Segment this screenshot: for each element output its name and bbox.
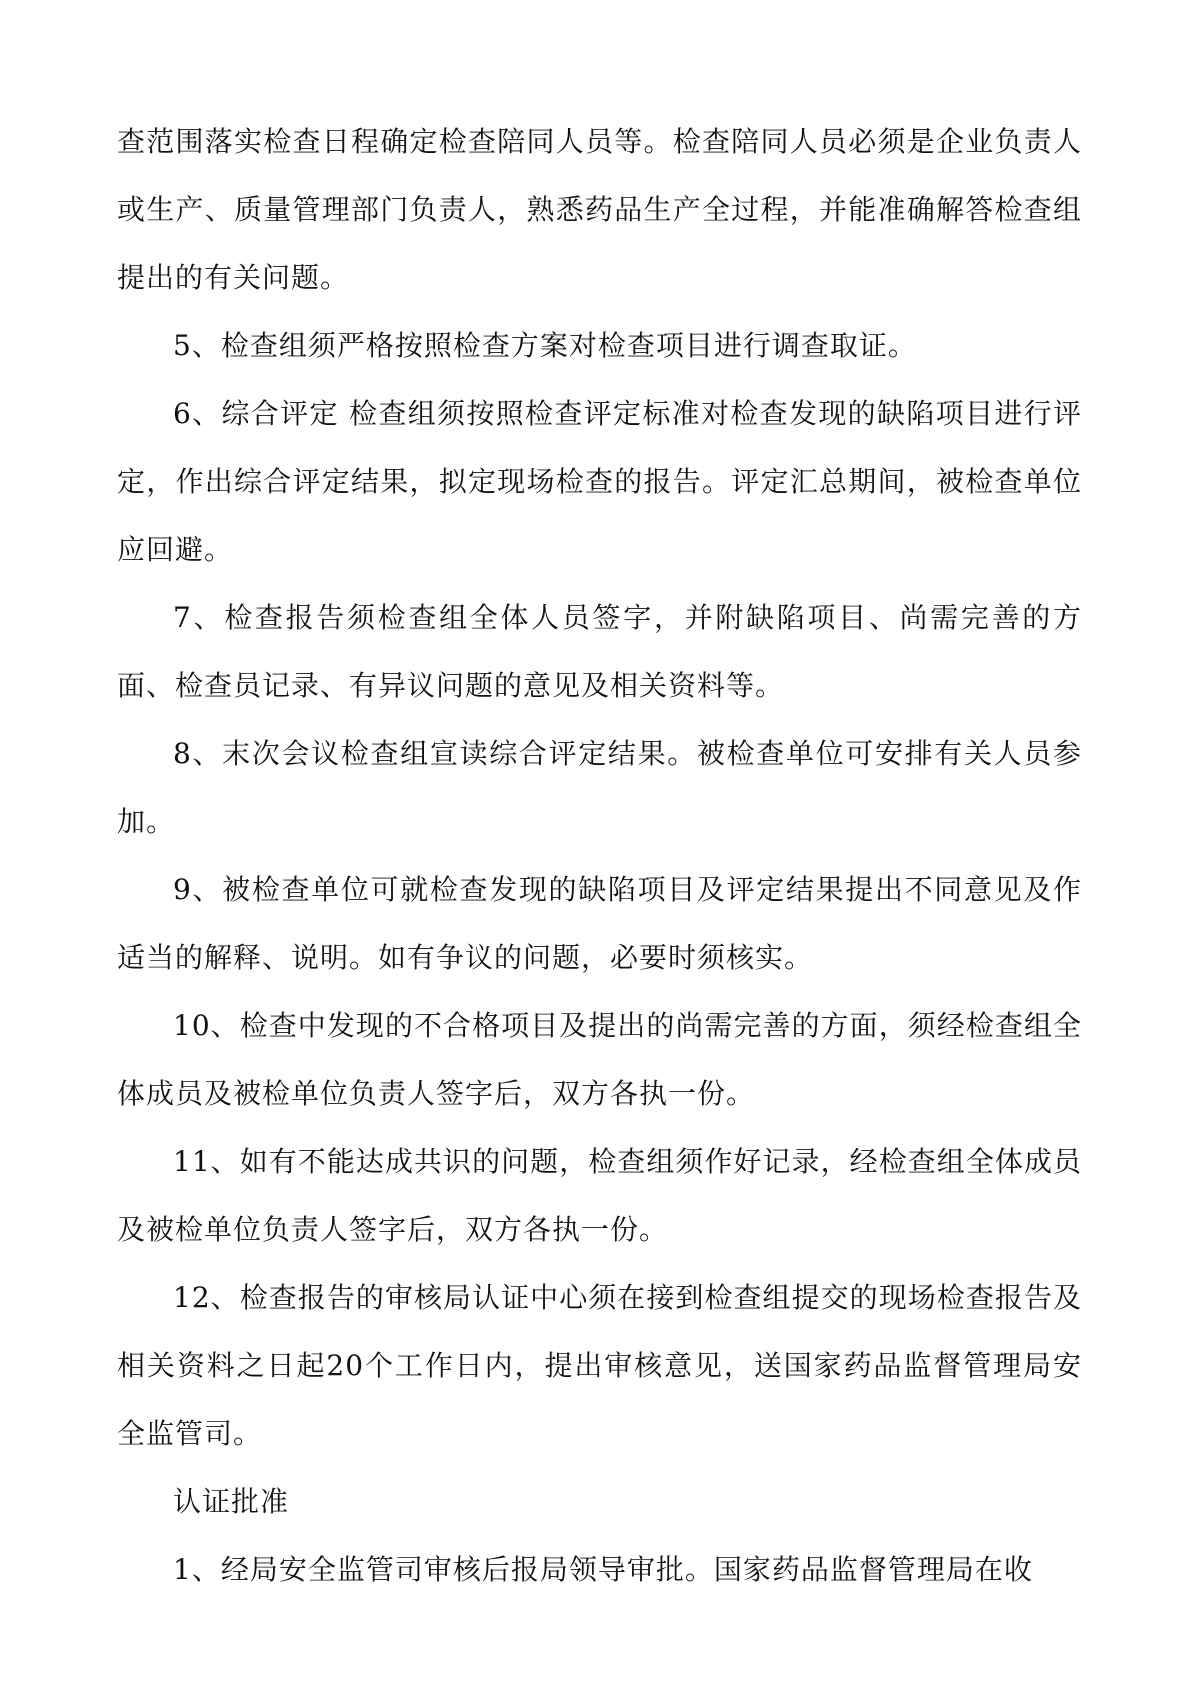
paragraph-approval-item-1: 1、经局安全监管司审核后报局领导审批。国家药品监督管理局在收 <box>173 1553 1033 1586</box>
paragraph-item-5: 5、检查组须严格按照检查方案对检查项目进行调查取证。 <box>173 329 917 362</box>
paragraph-item-9: 9、被检查单位可就检查发现的缺陷项目及评定结果提出不同意见及作适当的解释、说明。如有争议的问题，必要时须核实。 <box>117 873 1082 974</box>
paragraph-item-10: 10、检查中发现的不合格项目及提出的尚需完善的方面，须经检查组全体成员及被检单位负责人签字后，双方各执一份。 <box>117 1009 1082 1110</box>
paragraph-item-6: 6、综合评定 检查组须按照检查评定标准对检查发现的缺陷项目进行评定，作出综合评定结果，拟定现场检查的报告。评定汇总期间，被检查单位应回避。 <box>117 397 1082 566</box>
section-heading-certification-approval: 认证批准 <box>173 1485 290 1518</box>
paragraph-item-8: 8、末次会议检查组宣读综合评定结果。被检查单位可安排有关人员参加。 <box>117 737 1082 838</box>
document-page <box>117 108 1082 1604</box>
paragraph-item-12: 12、检查报告的审核局认证中心须在接到检查组提交的现场检查报告及相关资料之日起20个工作日内，提出审核意见，送国家药品监督管理局安全监管司。 <box>117 1281 1082 1450</box>
paragraph-continuation: 查范围落实检查日程确定检查陪同人员等。检查陪同人员必须是企业负责人或生产、质量管理部门负责人，熟悉药品生产全过程，并能准确解答检查组提出的有关问题。 <box>117 125 1082 294</box>
paragraph-item-7: 7、检查报告须检查组全体人员签字，并附缺陷项目、尚需完善的方面、检查员记录、有异议问题的意见及相关资料等。 <box>117 601 1082 702</box>
paragraph-item-11: 11、如有不能达成共识的问题，检查组须作好记录，经检查组全体成员及被检单位负责人签字后，双方各执一份。 <box>117 1145 1082 1246</box>
